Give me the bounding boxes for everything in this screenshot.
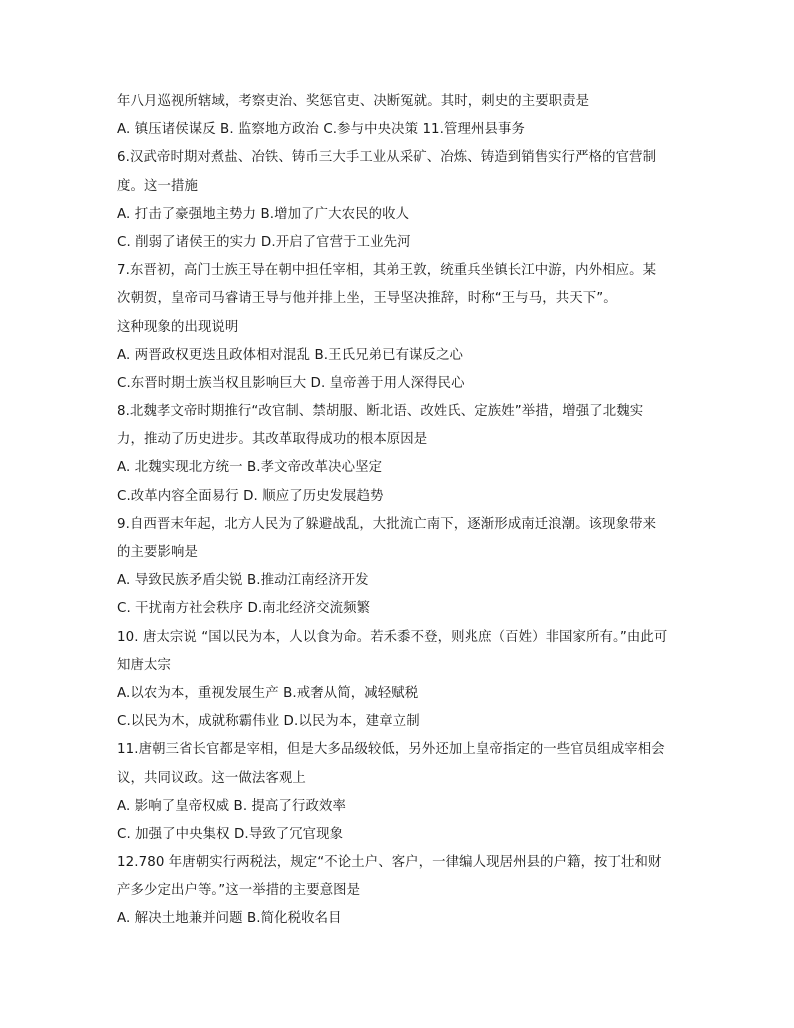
answer-options: A. 镇压诸侯谋反 B. 监察地方政治 C.参与中央决策 11.管理州县事务: [117, 122, 525, 138]
answer-options: C. 加强了中央集权 D.导致了冗官现象: [117, 826, 344, 842]
question-8: 8.北魏孝文帝时期推行“改官制、禁胡服、断北语、改姓氏、定族姓”举措，增强了北魏实: [117, 404, 644, 420]
answer-options: A. 北魏实现北方统一 B.孝文帝改革决心坚定: [117, 460, 383, 476]
text-line: 议，共同议政。这一做法客观上: [117, 770, 306, 786]
text-line: 年八月巡视所辖域，考察吏治、奖惩官吏、决断冤就。其时，刺史的主要职责是: [117, 94, 590, 109]
answer-options: A. 打击了豪强地主势力 B.增加了广大农民的收人: [117, 206, 410, 222]
question-11: 11.唐朝三省长官都是宰相，但是大多品级较低，另外还加上皇帝指定的一些官员组成宰相会: [117, 742, 665, 758]
text-line: 这种现象的出现说明: [117, 319, 239, 335]
question-10: 10. 唐太宗说 “国以民为本，人以食为命。若禾黍不登，则兆庶（百姓）非国家所有。”由此可: [117, 629, 668, 645]
question-6: 6.汉武帝时期对煮盐、冶铁、铸币三大手工业从采矿、冶炼、铸造到销售实行严格的官营制: [117, 150, 657, 166]
text-line: 度。这一措施: [117, 178, 198, 194]
document-body: [117, 88, 677, 934]
answer-options: C.东晋时期士族当权且影响巨大 D. 皇帝善于用人深得民心: [117, 375, 465, 391]
answer-options: C. 削弱了诸侯王的实力 D.开启了官营于工业先河: [117, 234, 411, 250]
answer-options: A. 导致民族矛盾尖锐 B.推动江南经济开发: [117, 573, 369, 589]
text-line: 产多少定出户等。”这一举措的主要意图是: [117, 883, 361, 899]
question-12: 12.780 年唐朝实行两税法，规定“不论土户、客户，一律编人现居州县的户籍，按丁壮和财: [117, 855, 662, 871]
text-line: 力，推动了历史进步。其改革取得成功的根本原因是: [117, 432, 428, 448]
question-9: 9.自西晋末年起，北方人民为了躲避战乱，大批流亡南下，逐渐形成南迁浪潮。该现象带来: [117, 516, 657, 532]
answer-options: A. 影响了皇帝权威 B. 提高了行政效率: [117, 798, 346, 814]
answer-options: C.以民为木，成就称霸伟业 D.以民为本，建章立制: [117, 714, 420, 730]
answer-options: C.改革内容全面易行 D. 顺应了历史发展趋势: [117, 488, 384, 504]
answer-options: A. 解决土地兼并问题 B.简化税收名目: [117, 911, 342, 927]
text-line: 知唐太宗: [117, 657, 171, 673]
answer-options: A. 两晋政权更迭且政体相对混乱 B.王氏兄弟已有谋反之心: [117, 347, 464, 363]
text-line: 次朝贺，皇帝司马睿请王导与他并排上坐，王导坚决推辞，时称“王与马，共天下”。: [117, 291, 617, 307]
text-line: 的主要影响是: [117, 545, 198, 560]
question-7: 7.东晋初，高门士族王导在朝中担任宰相，其弟王敦，统重兵坐镇长江中游，内外相应。某: [117, 263, 657, 279]
answer-options: A.以农为本，重视发展生产 B.戒奢从简，减轻赋税: [117, 685, 419, 701]
answer-options: C. 干扰南方社会秩序 D.南北经济交流频繁: [117, 601, 371, 617]
